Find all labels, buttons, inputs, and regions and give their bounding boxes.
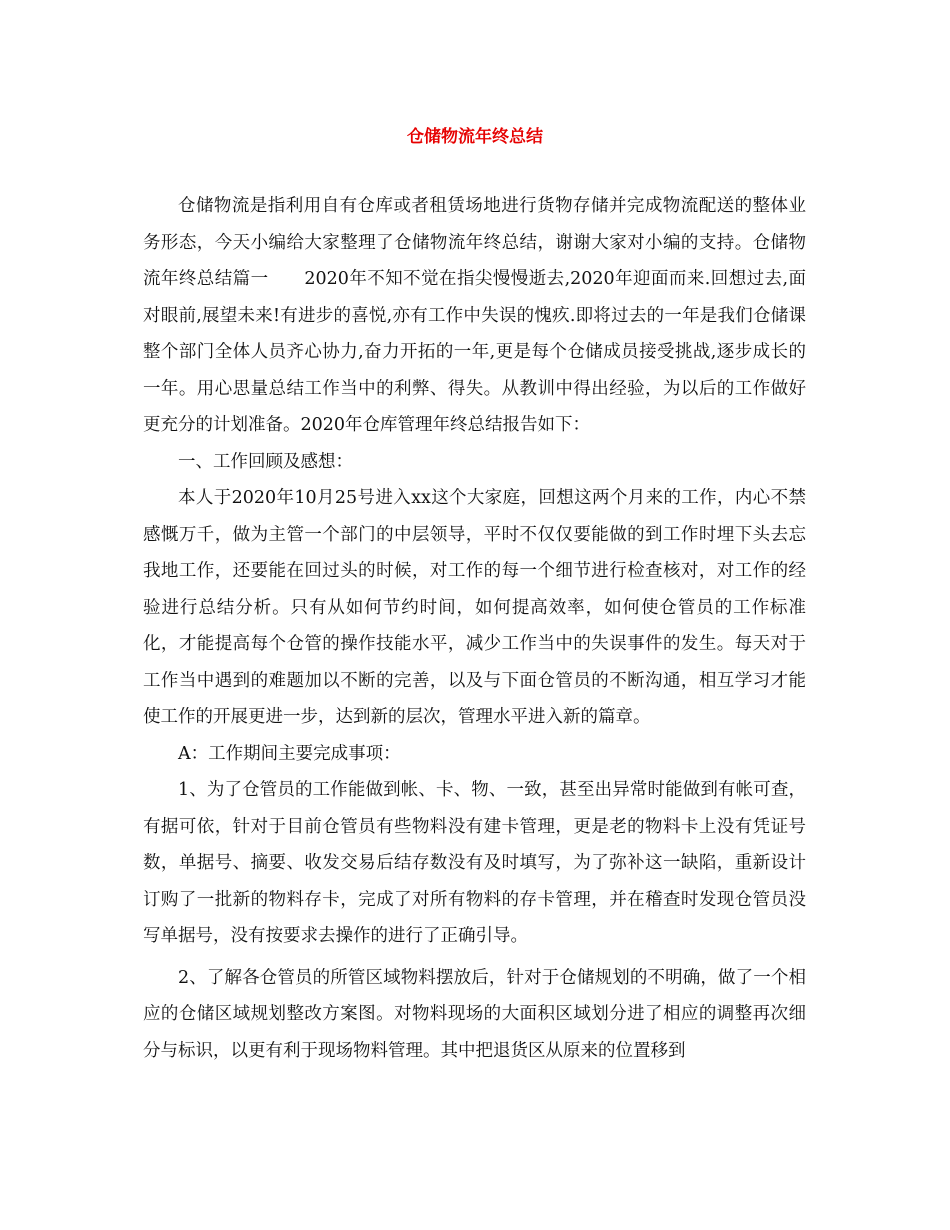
paragraph-item-2: 2、了解各仓管员的所管区域物料摆放后，针对于仓储规划的不明确，做了一个相应的仓储区域规划整改方案图。对物料现场的大面积区域划分进了相应的调整再次细分与标识，以更有利于现场物料管理。其中把退货区从原来的位置移到 — [143, 967, 806, 1061]
paragraph-subheading-a: A：工作期间主要完成事项： — [178, 743, 401, 764]
paragraph-review: 本人于2020年10月25号进入xx这个大家庭，回想这两个月来的工作，内心不禁感慨万千，做为主管一个部门的中层领导，平时不仅仅要能做的到工作时埋下头去忘我地工作，还要能在回过头的时候，对工作的每一个细节进行检查核对，对工作的经验进行总结分析。只有从如何节约时间，如何提高效率，如何使仓管员的工作标准化，才能提高每个仓管的操作技能水平，减少工作当中的失误事件的发生。每天对于工作当中遇到的难题加以不断的完善，以及与下面仓管员的不断沟通，相互学习才能使工作的开展更进一步，达到新的层次，管理水平进入新的篇章。 — [143, 488, 806, 727]
document-body — [143, 188, 806, 1069]
document-title: 仓储物流年终总结 — [407, 127, 543, 147]
paragraph-item-1: 1、为了仓管员的工作能做到帐、卡、物、一致，甚至出异常时能做到有帐可查，有据可依，针对于目前仓管员有些物料没有建卡管理，更是老的物料卡上没有凭证号数，单据号、摘要、收发交易后结存数没有及时填写，为了弥补这一缺陷，重新设计订购了一批新的物料存卡，完成了对所有物料的存卡管理，并在稽查时发现仓管员没写单据号，没有按要求去操作的进行了正确引导。 — [143, 780, 806, 946]
paragraph-intro: 仓储物流是指利用自有仓库或者租赁场地进行货物存储并完成物流配送的整体业务形态，今天小编给大家整理了仓储物流年终总结，谢谢大家对小编的支持。仓储物流年终总结篇一 2020年不知不觉在指尖慢慢逝去,2020年迎面而来.回想过去,面对眼前,展望未来!有进步的喜悦,亦有工作中失误的愧疚.即将过去的一年是我们仓储课整个部门全体人员齐心协力,奋力开拓的一年,更是每个仓储成员接受挑战,逐步成长的一年。用心思量总结工作当中的利弊、得失。从教训中得出经验，为以后的工作做好更充分的计划准备。2020年仓库管理年终总结报告如下： — [143, 196, 806, 435]
paragraph-section-heading: 一、工作回顾及感想： — [178, 451, 353, 472]
